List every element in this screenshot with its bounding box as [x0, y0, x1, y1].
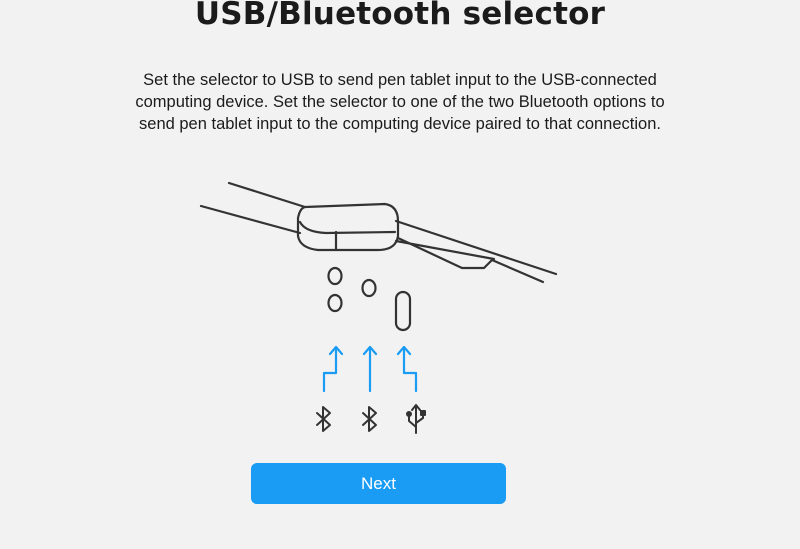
led-indicator — [329, 295, 342, 311]
device-top-edge — [229, 183, 305, 207]
selector-switch — [298, 204, 398, 250]
device-groove-inner — [396, 241, 494, 259]
arrow-up-icon — [324, 347, 342, 391]
led-indicator — [329, 268, 342, 284]
arrow-up-icon — [364, 347, 376, 391]
usb-icon — [407, 405, 425, 433]
led-indicator — [363, 280, 376, 296]
bluetooth-icon — [363, 407, 376, 431]
next-button[interactable]: Next — [251, 463, 506, 504]
selector-illustration — [0, 170, 800, 440]
arrow-up-icon — [398, 347, 416, 391]
led-indicator-usb — [396, 292, 410, 330]
selector-switch-front — [300, 222, 395, 233]
page-title: USB/Bluetooth selector — [194, 0, 606, 32]
page-description: Set the selector to USB to send pen tablet input to the USB-connected computing device. Set the selector to one of the two Bluetooth options to send pen tablet input to the computing device paired to that connection. — [135, 71, 665, 133]
device-front-edge — [201, 206, 300, 233]
bluetooth-icon — [317, 407, 330, 431]
